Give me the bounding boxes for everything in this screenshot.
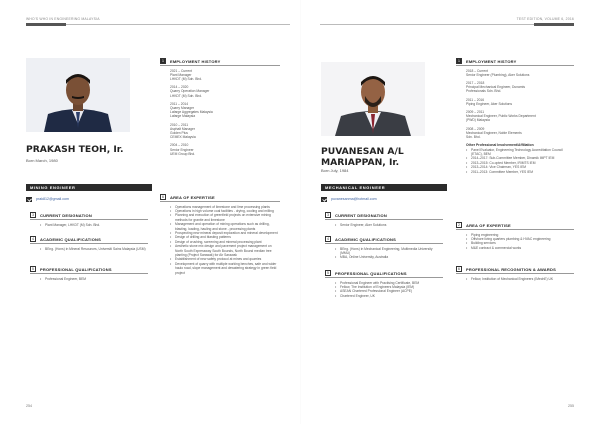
- list-item: • Establishment of new safety protocol at mines and quarries: [170, 257, 280, 261]
- employment-period: 2018 – Current: [466, 68, 488, 73]
- portrait-photo-puvanesan: [321, 62, 425, 136]
- section-number-icon: 1: [456, 58, 462, 64]
- employment-period: 2014 – 2020: [170, 85, 189, 90]
- section-rule: [30, 273, 148, 274]
- employment-entry: [170, 143, 280, 156]
- list-item: • Chartered Engineer, UK: [335, 294, 443, 298]
- employment-period: 2008 – 2009: [466, 126, 485, 131]
- employment-entry: [170, 85, 280, 98]
- employment-company: UEM Group Bhd.: [170, 151, 196, 156]
- other-affiliation-heading: Other Professional Involvement/Affiliation: [466, 143, 534, 148]
- role-banner: MECHANICAL ENGINEER: [321, 184, 447, 191]
- section-employment-history: [160, 58, 280, 160]
- list-item: • 2013–2014: Vice Chairman, YES IEM: [466, 165, 574, 169]
- section-title: ACADEMIC QUALIFICATIONS: [335, 236, 396, 242]
- birth-date: Born July, 1984: [321, 168, 349, 173]
- list-item: • Operations in high volume coal facilities - drying, cooling and milling: [170, 209, 280, 213]
- section-title: EMPLOYMENT HISTORY: [170, 58, 221, 64]
- employment-title: Senior Engineer (Plumbing), Aker Solutions: [466, 72, 530, 77]
- list-item: • M&E contract & commercial works: [466, 246, 574, 250]
- email-link[interactable]: prak812@gmail.com: [36, 197, 70, 202]
- list-item: • 2014–2017: Sub-Committee Member, Dinamik IMPT IEM: [466, 156, 574, 160]
- employment-period: 2011 – 2014: [170, 101, 189, 106]
- list-item: • Professional Engineer, BEM: [40, 277, 148, 281]
- page-number-left: 254: [26, 404, 32, 408]
- portrait-photo-prakash: [26, 58, 130, 132]
- employment-entry: [466, 110, 574, 123]
- section-number-icon: 6: [456, 266, 462, 272]
- employment-period: 2009 – 2011: [466, 110, 485, 115]
- email-row: [26, 197, 69, 202]
- section-number-icon: 4: [325, 236, 331, 242]
- list-item: • Fellow, Institution of Mechanical Engineers (IMechE) UK: [466, 277, 574, 281]
- employment-company: (PWD) Malaysia: [466, 118, 490, 123]
- section-title: AREA OF EXPERTISE: [466, 222, 511, 228]
- section-title: PROFESSIONAL QUALIFICATIONS: [40, 266, 112, 272]
- header-rule-right: [320, 24, 574, 25]
- employment-entry: [170, 102, 280, 119]
- employment-title: Mechanical Engineer, Public Works Department: [466, 114, 536, 119]
- employment-company: LHKDT (M) Sdn. Bhd.: [170, 93, 203, 98]
- employment-company: Golden Plus: [170, 131, 188, 136]
- employment-period: 2021 – Current: [170, 68, 192, 73]
- list-item: • Building services: [466, 241, 574, 245]
- employment-company: LHKDT (M) Sdn. Bhd.: [170, 77, 203, 81]
- list-item: • Fellow, The Institution of Engineers Malaysia (IEM): [335, 285, 443, 289]
- section-professional: [30, 266, 148, 281]
- section-area-of-expertise: [160, 194, 280, 275]
- employment-title: Piping Engineer, Aker Solutions: [466, 101, 513, 106]
- section-rule: [456, 273, 574, 274]
- employment-title: Principal Mechanical Engineer, Dunamis: [466, 85, 526, 90]
- section-number-icon: 4: [30, 236, 36, 242]
- employment-entry: [170, 69, 280, 82]
- list-item: • Panel Evaluator, Engineering Technology Accreditation Council (ETAC), BEM: [466, 148, 574, 157]
- section-title: AREA OF EXPERTISE: [170, 194, 215, 200]
- section-rule: [325, 243, 443, 244]
- employment-company: Professionals Sdn. Bhd.: [466, 89, 502, 94]
- employment-period: 2004 – 2010: [170, 143, 189, 148]
- employment-title: Quarry Manager: [170, 106, 195, 111]
- role-banner: MINING ENGINEER: [26, 184, 152, 191]
- section-number-icon: 3: [30, 212, 36, 218]
- employment-company: CEMEX Malaysia: [170, 135, 196, 140]
- section-number-icon: 5: [30, 266, 36, 272]
- section-recognition-awards: [456, 266, 574, 281]
- list-item: • Aesthetic stone mix design and pavement project management on North South Expressway South Bounds, North Bound median tree planting (Project Sarawak) for Air Sarawak: [170, 244, 280, 257]
- employment-list: [456, 69, 574, 174]
- employment-company: Sdn. Bhd.: [466, 135, 481, 140]
- section-rule: [30, 219, 148, 220]
- section-professional: [325, 270, 443, 298]
- list-item: • Operations management of limestone and lime processing plants: [170, 205, 280, 209]
- section-number-icon: 1: [160, 58, 166, 64]
- section-number-icon: 6: [160, 194, 166, 200]
- section-rule: [456, 65, 574, 66]
- section-title: ACADEMIC QUALIFICATIONS: [40, 236, 101, 242]
- section-title: CURRENT DESIGNATION: [40, 212, 92, 218]
- section-employment-history: [456, 58, 574, 174]
- envelope-icon: [26, 197, 32, 202]
- section-title: PROFESSIONAL RECOGNITION & AWARDS: [466, 266, 556, 272]
- list-item: • 2013–2015: Co-opted Member, IRIMTS IEM: [466, 161, 574, 165]
- employment-period: 2017 – 2018: [466, 81, 485, 85]
- person-name: PRAKASH TEOH, Ir.: [26, 144, 124, 155]
- employment-period: 2011 – 2016: [466, 97, 485, 102]
- section-academic: [30, 236, 148, 251]
- employment-title: Plant Manager: [170, 72, 192, 77]
- section-current-designation: [325, 212, 443, 227]
- list-item: • Plant Manager, LHKDT (M) Sdn. Bhd.: [40, 223, 148, 227]
- list-item: • ASEAN Chartered Professional Engineer (ACPE): [335, 289, 443, 293]
- envelope-icon: [321, 197, 327, 202]
- list-item: • MBA, Online University, Australia: [335, 255, 443, 259]
- running-header-left: WHO'S WHO IN ENGINEERING MALAYSIA: [26, 17, 100, 21]
- list-item: • 2011–2013: Committee Member, YES IEM: [466, 170, 574, 174]
- employment-company: Lafarge Aggregates Malaysia: [170, 110, 213, 115]
- list-item: • Prospecting new mineral deposit exploration and mineral development: [170, 231, 280, 235]
- list-item: • Piping engineering: [466, 233, 574, 237]
- section-rule: [160, 201, 280, 202]
- employment-entry: [466, 127, 574, 140]
- section-rule: [160, 65, 280, 66]
- page-number-right: 255: [568, 404, 574, 408]
- section-rule: [325, 277, 443, 278]
- list-item: • Senior Engineer, Aker Solutions: [335, 223, 443, 227]
- employment-company: Lafarge Malaysia: [170, 114, 196, 119]
- employment-title: Mechanical Engineer, Noble Elements: [466, 130, 522, 135]
- section-title: CURRENT DESIGNATION: [335, 212, 387, 218]
- section-number-icon: 2: [456, 222, 462, 228]
- section-area-of-expertise: [456, 222, 574, 250]
- employment-list: [160, 69, 280, 156]
- running-header-right: TEST EDITION, VOLUME 6, 2016: [516, 17, 574, 21]
- section-rule: [325, 219, 443, 220]
- employment-title: Quarry Operation Manager: [170, 89, 210, 94]
- list-item: • BEng. (Hons) in Mineral Resources, Universiti Sains Malaysia (USM): [40, 247, 148, 251]
- employment-entry: [466, 98, 574, 106]
- birth-date: Born March, 1980: [26, 158, 58, 163]
- list-item: • Management and operation of mining operations such as drilling, blasting, loading, hauling and stone - processing plants: [170, 222, 280, 231]
- email-row: [321, 197, 377, 202]
- list-item: • Professional Engineer with Practising Certificate, BEM: [335, 281, 443, 285]
- list-item: • Planning and execution of greenfield projects on extensive mining methods for granite and limestone: [170, 213, 280, 222]
- employment-entry: [170, 123, 280, 140]
- section-title: EMPLOYMENT HISTORY: [466, 58, 517, 64]
- section-number-icon: 5: [325, 270, 331, 276]
- employment-entry: [466, 81, 574, 94]
- section-number-icon: 3: [325, 212, 331, 218]
- section-current-designation: [30, 212, 148, 227]
- list-item: • BEng. (Hons) in Mechanical Engineering, Multimedia University (MMU): [335, 247, 443, 256]
- section-rule: [30, 243, 148, 244]
- list-item: • Design of crushing, screening and mineral processing plant: [170, 240, 280, 244]
- section-rule: [456, 229, 574, 230]
- book-spine-shadow: [300, 0, 301, 424]
- list-item: • Offshore living quarters plumbing & HVAC engineering: [466, 237, 574, 241]
- employment-title: Asphalt Manager: [170, 126, 195, 131]
- section-title: PROFESSIONAL QUALIFICATIONS: [335, 270, 407, 276]
- list-item: • Development of quarry with multiple working benches, safe and wider haulo road, slope management and dewatering strategy in green field project: [170, 262, 280, 275]
- section-academic: [325, 236, 443, 260]
- email-link[interactable]: puvanesanma@hotmail.com: [331, 197, 377, 202]
- list-item: • Design of drilling and blasting patterns: [170, 235, 280, 239]
- header-rule-left: [26, 24, 290, 25]
- employment-title: Senior Engineer: [170, 147, 194, 152]
- person-name: PUVANESAN A/L MARIAPPAN, Ir.: [321, 146, 404, 168]
- employment-entry: [466, 69, 574, 77]
- employment-period: 2010 – 2011: [170, 122, 189, 127]
